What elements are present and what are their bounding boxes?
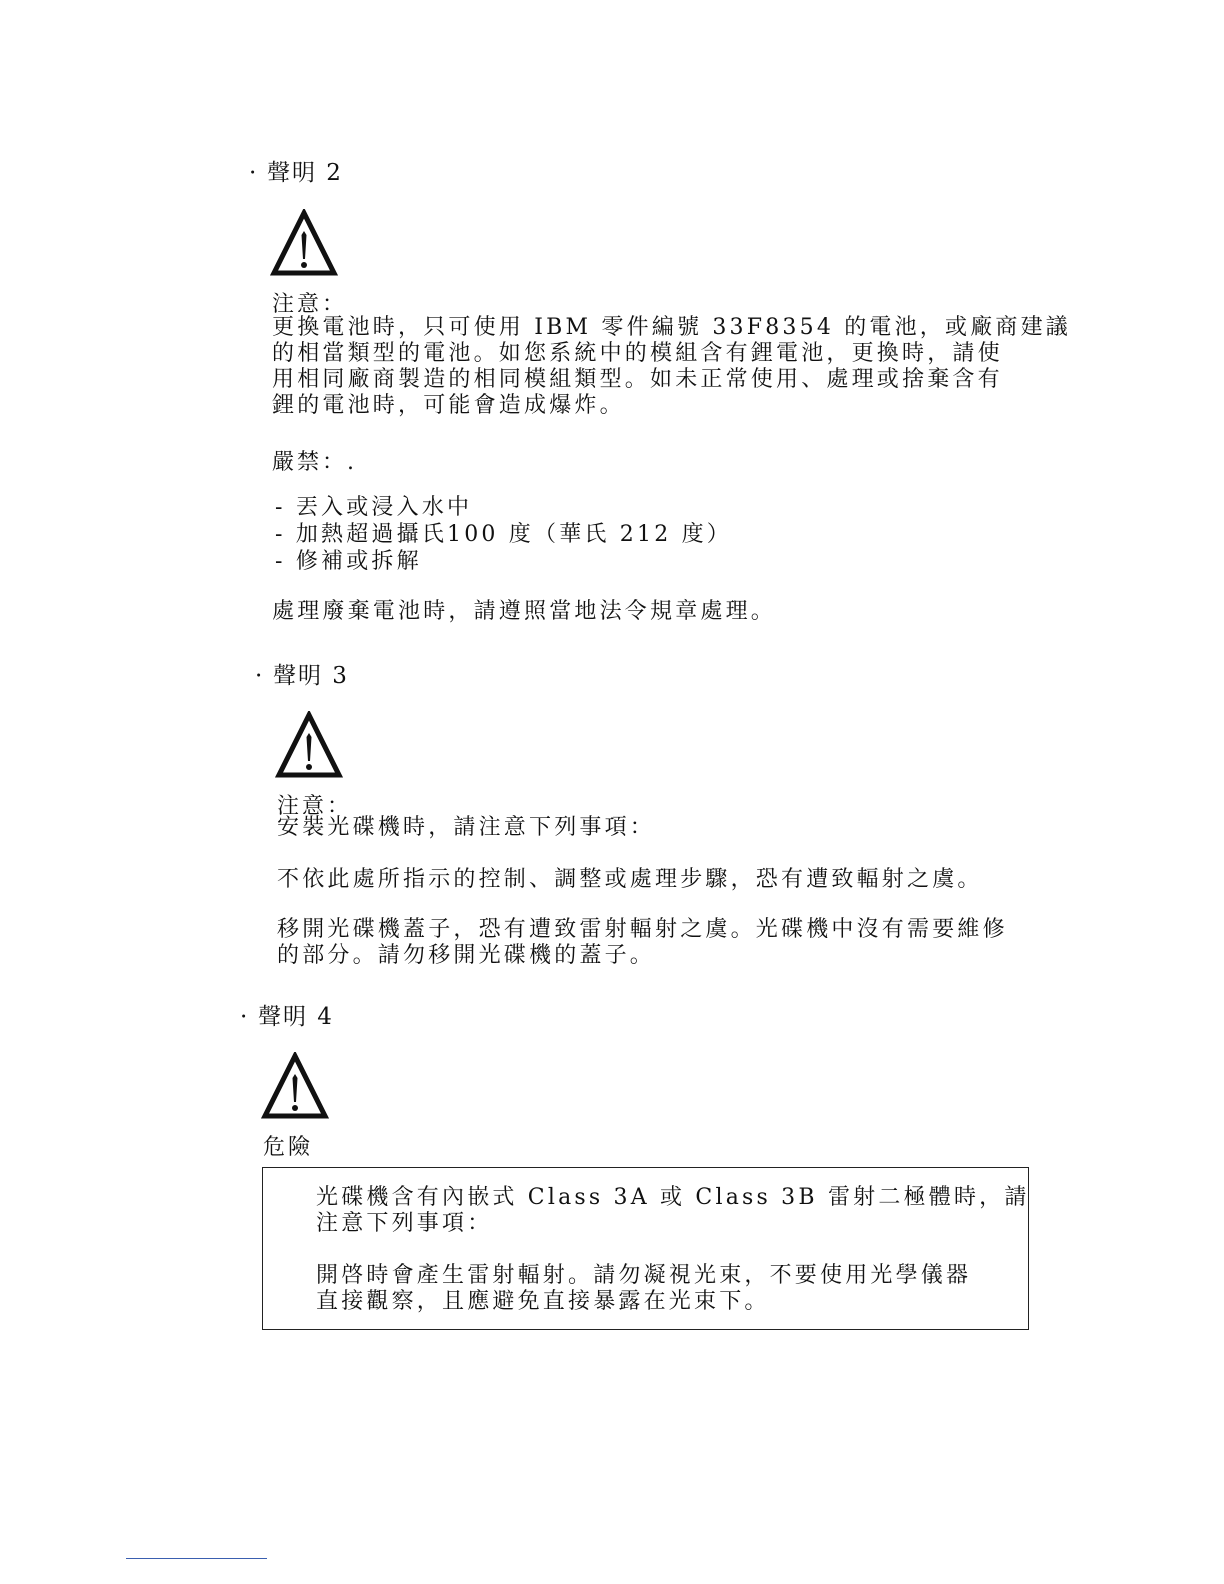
statement-4-heading: · 聲明 4 — [240, 1004, 334, 1030]
list-item: - 加熱超過攝氏100 度（華氏 212 度） — [275, 522, 732, 547]
danger-line: 直接觀察，且應避免直接暴露在光束下。 — [316, 1289, 770, 1314]
caution-paragraph — [277, 917, 1008, 969]
statement-2-heading: · 聲明 2 — [249, 160, 343, 186]
caution-intro: 安裝光碟機時，請注意下列事項： — [277, 815, 656, 840]
caution-line: 用相同廠商製造的相同模組類型。如未正常使用、處理或捨棄含有 — [272, 367, 1003, 392]
prohibit-label: 嚴禁：. — [272, 450, 357, 475]
warning-triangle-icon — [275, 711, 343, 779]
caution-line: 的相當類型的電池。如您系統中的模組含有鋰電池，更換時，請使 — [272, 341, 1003, 366]
prohibit-list — [275, 495, 732, 576]
bullet: · — [255, 663, 265, 689]
caution-text — [272, 315, 1071, 419]
danger-paragraph — [316, 1263, 971, 1315]
footer-rule — [126, 1558, 267, 1559]
bullet: · — [249, 160, 259, 186]
list-item: - 丟入或浸入水中 — [275, 495, 473, 520]
danger-paragraph — [316, 1185, 1030, 1237]
danger-line: 光碟機含有內嵌式 Class 3A 或 Class 3B 雷射二極體時，請 — [316, 1185, 1030, 1210]
bullet: · — [240, 1004, 250, 1030]
danger-line: 開啓時會產生雷射輻射。請勿凝視光束，不要使用光學儀器 — [316, 1263, 972, 1288]
caution-line: 更換電池時，只可使用 IBM 零件編號 33F8354 的電池，或廠商建議 — [272, 315, 1072, 340]
danger-line: 注意下列事項： — [316, 1211, 493, 1236]
statement-3-heading: · 聲明 3 — [255, 663, 349, 689]
caution-line: 鋰的電池時，可能會造成爆炸。 — [272, 393, 625, 418]
caution-paragraph: 不依此處所指示的控制、調整或處理步驟，恐有遭致輻射之虞。 — [277, 867, 983, 892]
disposal-text: 處理廢棄電池時，請遵照當地法令規章處理。 — [272, 599, 777, 624]
caution-line: 的部分。請勿移開光碟機的蓋子。 — [277, 943, 656, 968]
danger-box — [262, 1167, 1029, 1330]
caution-label: 注意： — [277, 794, 353, 819]
caution-line: 移開光碟機蓋子，恐有遭致雷射輻射之虞。光碟機中沒有需要維修 — [277, 917, 1008, 942]
warning-triangle-icon — [261, 1052, 329, 1120]
warning-triangle-icon — [270, 209, 338, 277]
danger-label: 危險 — [263, 1135, 314, 1160]
list-item: - 修補或拆解 — [275, 549, 422, 574]
caution-label: 注意： — [272, 292, 348, 317]
